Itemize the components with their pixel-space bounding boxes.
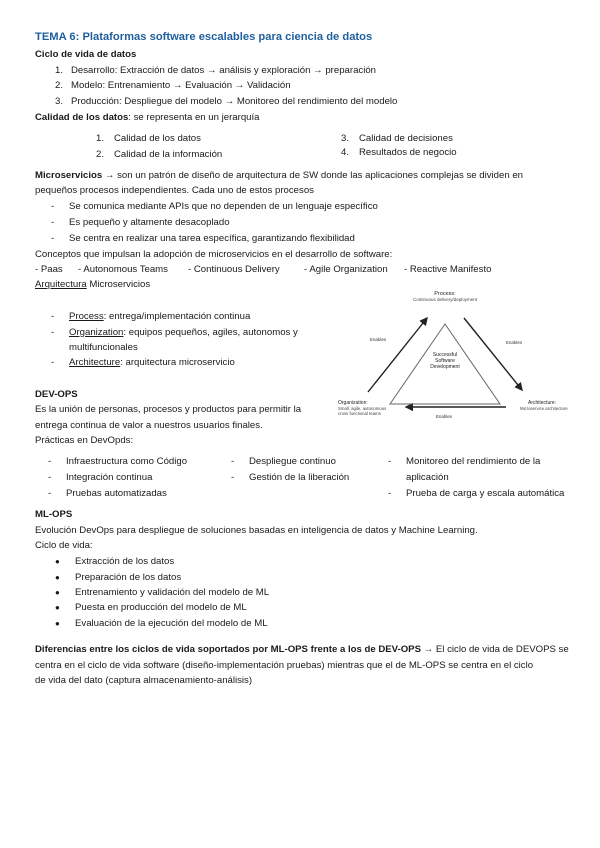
diagram-right-label: Enables	[505, 340, 523, 345]
devops-practice: - Prueba de carga y escala automática	[388, 488, 565, 499]
micro-bullet: - Se comunica mediante APIs que no dependen de un lenguaje específico	[51, 201, 378, 212]
diagram-center-3: Development	[430, 364, 460, 370]
quality-item: 2. Calidad de la información	[96, 149, 223, 160]
quality-item: 4. Resultados de negocio	[341, 147, 457, 158]
devops-practice: - Monitoreo del rendimiento de la	[388, 456, 541, 467]
arch-item: - Architecture: arquitectura microservicio	[51, 357, 235, 368]
diagram-bl-sub2: cross functional teams	[338, 411, 381, 416]
diagram-top-sub: Continuous delivery/deployment	[412, 297, 478, 302]
lifecycle-item: 2. Modelo: Entrenamiento → Evaluación → Validación	[55, 80, 291, 91]
devops-heading: DEV-OPS	[35, 389, 78, 400]
mlops-bullet: ● Entrenamiento y validación del modelo de ML	[55, 587, 270, 598]
right-arrow	[464, 318, 522, 390]
micro-line-2: pequeños procesos independientes. Cada uno de estos procesos	[35, 185, 314, 196]
concept-item: - Paas	[35, 264, 63, 275]
quality-line: Calidad de los datos: se representa en un jerarquía	[35, 112, 260, 123]
lifecycle-heading: Ciclo de vida de datos	[35, 49, 137, 60]
diagram-br-title: Architecture:	[528, 400, 557, 406]
arch-item-continuation: multifuncionales	[69, 342, 138, 353]
devops-line-2: entrega continua de valor a nuestros usuarios finales.	[35, 420, 263, 431]
diagram-bl-sub1: Small, agile, autonomous	[338, 406, 387, 411]
quality-item: 1. Calidad de los datos	[96, 133, 201, 144]
diagram-left-label: Enables	[369, 337, 387, 342]
devops-practice: - Despliegue continuo	[231, 456, 336, 467]
devops-practice: - Pruebas automatizadas	[48, 488, 167, 499]
diagram-bl-title: Organization:	[338, 400, 368, 406]
arch-item: - Process: entrega/implementación continua	[51, 311, 251, 322]
page-title: TEMA 6: Plataformas software escalables para ciencia de datos	[35, 31, 373, 43]
devops-practice: - Gestión de la liberación	[231, 472, 350, 483]
mlops-bullet: ● Preparación de los datos	[55, 572, 182, 583]
devops-practice: - Infraestructura como Código	[48, 456, 188, 467]
micro-bullet: - Se centra en realizar una tarea específica, garantizando flexibilidad	[51, 233, 355, 244]
concepts-intro: Conceptos que impulsan la adopción de microservicios en el desarrollo de software:	[35, 249, 393, 260]
arch-heading: Arquitectura Microservicios	[35, 279, 151, 290]
diagram-br-sub: Microservice architecture	[520, 406, 568, 411]
lifecycle-item: 3. Producción: Despliegue del modelo → Monitoreo del rendimiento del modelo	[55, 96, 398, 107]
devops-practices: Prácticas en DevOpds:	[35, 435, 134, 446]
diagram-center-2: Software	[435, 358, 455, 364]
diagram-top-title: Process:	[434, 291, 456, 297]
microservices-triangle-diagram	[330, 288, 578, 423]
mlops-line-1: Evolución DevOps para despliegue de soluciones basadas en inteligencia de datos y Machine Learning.	[35, 525, 478, 536]
mlops-heading: ML-OPS	[35, 509, 73, 520]
concept-item: - Reactive Manifesto	[404, 264, 492, 275]
mlops-bullet: ● Extracción de los datos	[55, 556, 175, 567]
devops-line-1: Es la unión de personas, procesos y productos para permitir la	[35, 404, 302, 415]
concept-item: - Autonomous Teams	[78, 264, 168, 275]
micro-bullet: - Es pequeño y altamente desacoplado	[51, 217, 230, 228]
devops-practice-continuation: aplicación	[406, 472, 449, 483]
diff-line-3: de vida del dato (captura almacenamiento-análisis)	[35, 675, 253, 686]
lifecycle-item: 1. Desarrollo: Extracción de datos → análisis y exploración → preparación	[55, 65, 377, 76]
diagram-center-1: Successful	[432, 352, 458, 358]
mlops-cycle: Ciclo de vida:	[35, 540, 93, 551]
diff-line-1: Diferencias entre los ciclos de vida soportados por ML-OPS frente a los de DEV-OPS → El ciclo de vida de DEVOPS se	[35, 644, 569, 655]
concept-item: - Agile Organization	[304, 264, 388, 275]
micro-line-1: Microservicios → son un patrón de diseño de arquitectura de SW donde las aplicaciones complejas se dividen en	[35, 170, 523, 181]
quality-item: 3. Calidad de decisiones	[341, 133, 453, 144]
mlops-bullet: ● Puesta en producción del modelo de ML	[55, 602, 247, 613]
diff-line-2: centra en el ciclo de vida software (diseño-implementación pruebas) mientras que el de ML-OPS se centra en el ciclo	[35, 660, 534, 671]
diagram-bottom-label: Enables	[435, 414, 453, 419]
devops-practice: - Integración continua	[48, 472, 153, 483]
concept-item: - Continuous Delivery	[188, 264, 280, 275]
mlops-bullet: ● Evaluación de la ejecución del modelo de ML	[55, 618, 268, 629]
left-arrow	[368, 318, 427, 392]
arch-item: - Organization: equipos pequeños, agiles, autonomos y	[51, 327, 298, 338]
